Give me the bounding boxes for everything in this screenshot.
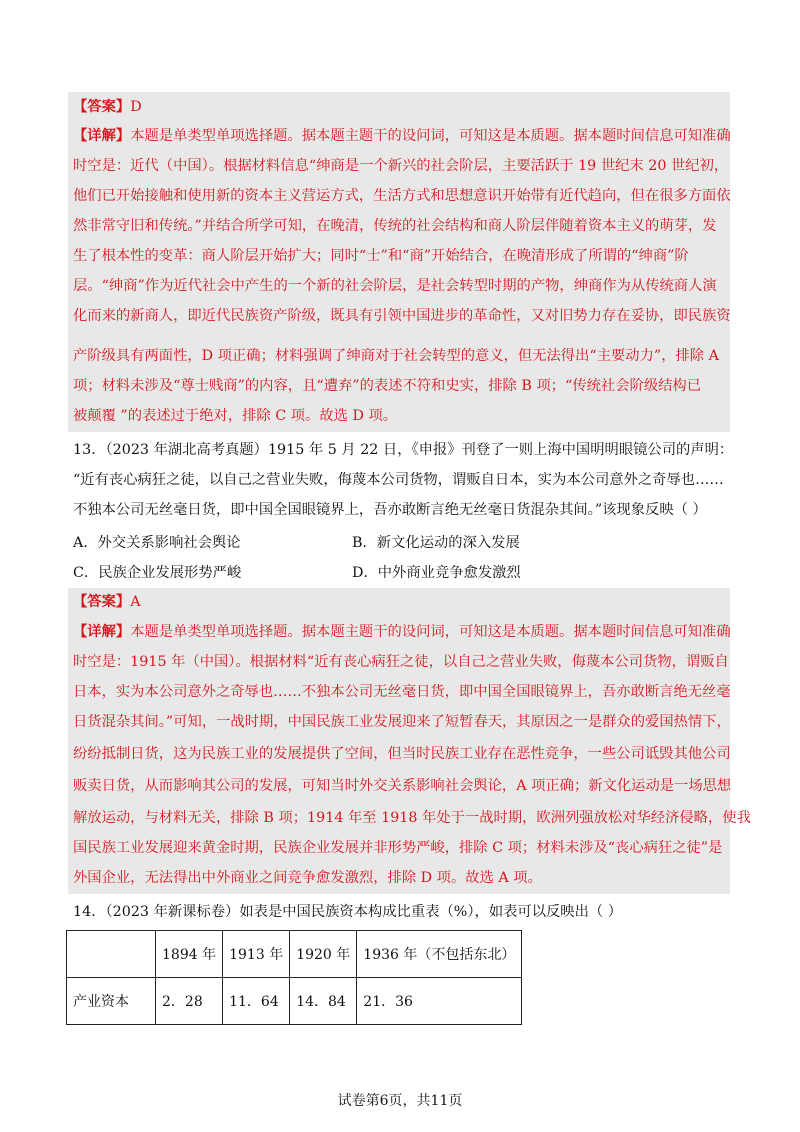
detail-line: 他们已开始接触和使用新的资本主义营运方式，生活方式和思想意识开始带有近代趋向，但在很多方面依: [73, 188, 731, 204]
page-footer: 试卷第6页，共11页: [337, 1093, 463, 1109]
question-13-stem: 13．（2023 年湖北高考真题）1915 年 5 月 22 日，《申报》刊登了一则上海中国明明眼镜公司的声明：: [73, 442, 734, 458]
detail-line: 化而来的新商人，即近代民族资产阶级，既具有引领中国进步的革命性，又对旧势力存在妥协，即民族资: [73, 308, 731, 324]
detail-line: 产阶级具有两面性，D 项正确；材料强调了绅商对于社会转型的意义，但无法得出“主要动力”，排除 A: [73, 348, 719, 364]
detail-line: 项；材料未涉及“尊士贱商”的内容，且“遭弃”的表述不符和史实，排除 B 项；“传统社会阶级结构已: [73, 378, 702, 394]
detail-line: 日本，实为本公司意外之奇辱也……不独本公司无丝毫日货，即中国全国眼镜界上，吾亦敢断言绝无丝毫: [73, 684, 731, 700]
detail-tag: 【详解】: [73, 624, 131, 640]
answer-tag: 【答案】: [73, 99, 131, 115]
table-header-cell: 1894 年: [156, 931, 223, 978]
detail-line: 生了根本性的变革：商人阶层开始扩大；同时“士”和“商”开始结合，在晚清形成了所谓的“绅商”阶: [73, 248, 689, 264]
option-b: B．新文化运动的深入发展: [352, 535, 520, 551]
answer-value: A: [130, 594, 141, 610]
table-row: [67, 978, 522, 1025]
question-13-stem: 不独本公司无丝毫日货，即中国全国眼镜界上，吾亦敢断言绝无丝毫日货混杂其间。”该现象反映（ ）: [73, 502, 707, 518]
question-14-stem: 14．（2023 年新课标卷）如表是中国民族资本构成比重表（%），如表可以反映出（ ）: [73, 904, 623, 920]
answer-value: D: [130, 99, 142, 115]
detail-text: 本题是单类型单项选择题。据本题主题干的设问词，可知这是本质题。据本题时间信息可知准确: [130, 624, 731, 640]
table-cell: 2．28: [156, 978, 223, 1025]
table-cell: 21．36: [357, 978, 522, 1025]
table-cell: 产业资本: [67, 978, 156, 1025]
option-a: A．外交关系影响社会舆论: [73, 535, 241, 551]
table-header-cell: [67, 931, 156, 978]
detail-line: 解放运动，与材料无关，排除 B 项；1914 年至 1918 年处于一战时期，欧洲列强放松对华经济侵略，使我: [73, 810, 751, 826]
detail-line: 外国企业，无法得出中外商业之间竞争愈发激烈，排除 D 项。故选 A 项。: [73, 870, 542, 886]
detail-line: 纷纷抵制日货，这为民族工业的发展提供了空间，但当时民族工业存在恶性竞争，一些公司诋毁其他公司: [73, 746, 731, 762]
detail-line: 日货混杂其间。”可知，一战时期，中国民族工业发展迎来了短暂春天，其原因之一是群众的爱国热情下，: [73, 714, 731, 730]
answer-line-q12: [73, 97, 142, 117]
capital-table: [66, 930, 522, 1025]
detail-line: 然非常守旧和传统。”并结合所学可知，在晚清，传统的社会结构和商人阶层伴随着资本主义的萌芽，发: [73, 218, 717, 234]
detail-line: 时空是：1915 年（中国）。根据材料“近有丧心病狂之徒，以自己之营业失败，侮蔑本公司货物，谓贩自: [73, 654, 729, 670]
answer-tag: 【答案】: [73, 594, 131, 610]
table-header-row: [67, 931, 522, 978]
detail-tag: 【详解】: [73, 128, 131, 144]
detail-line: [73, 126, 731, 146]
option-c: C．民族企业发展形势严峻: [73, 565, 242, 581]
table-header-cell: 1936 年（不包括东北）: [357, 931, 522, 978]
detail-line: [73, 622, 731, 642]
table-header-cell: 1913 年: [223, 931, 290, 978]
detail-line: 时空是：近代（中国）。根据材料信息“绅商是一个新兴的社会阶层，主要活跃于 19 世纪末 20 世纪初，: [73, 158, 729, 174]
detail-text: 本题是单类型单项选择题。据本题主题干的设问词，可知这是本质题。据本题时间信息可知准确: [130, 128, 731, 144]
detail-line: 国民族工业发展迎来黄金时期，民族企业发展并非形势严峻，排除 C 项；材料未涉及“丧心病狂之徒”是: [73, 840, 723, 856]
table-cell: 14．84: [290, 978, 357, 1025]
detail-line: 贩卖日货，从而影响其公司的发展，可知当时外交关系影响社会舆论，A 项正确；新文化运动是一场思想: [73, 778, 732, 794]
detail-line: 被颠覆 ”的表述过于绝对，排除 C 项。故选 D 项。: [73, 408, 398, 424]
question-13-stem: “近有丧心病狂之徒，以自己之营业失败，侮蔑本公司货物，谓贩自日本，实为本公司意外之奇辱也……: [73, 472, 724, 488]
answer-line-q13: [73, 592, 141, 612]
table-cell: 11．64: [223, 978, 290, 1025]
option-d: D．中外商业竞争愈发激烈: [352, 565, 521, 581]
table-header-cell: 1920 年: [290, 931, 357, 978]
detail-line: 层。“绅商”作为近代社会中产生的一个新的社会阶层，是社会转型时期的产物，绅商作为从传统商人演: [73, 278, 717, 294]
